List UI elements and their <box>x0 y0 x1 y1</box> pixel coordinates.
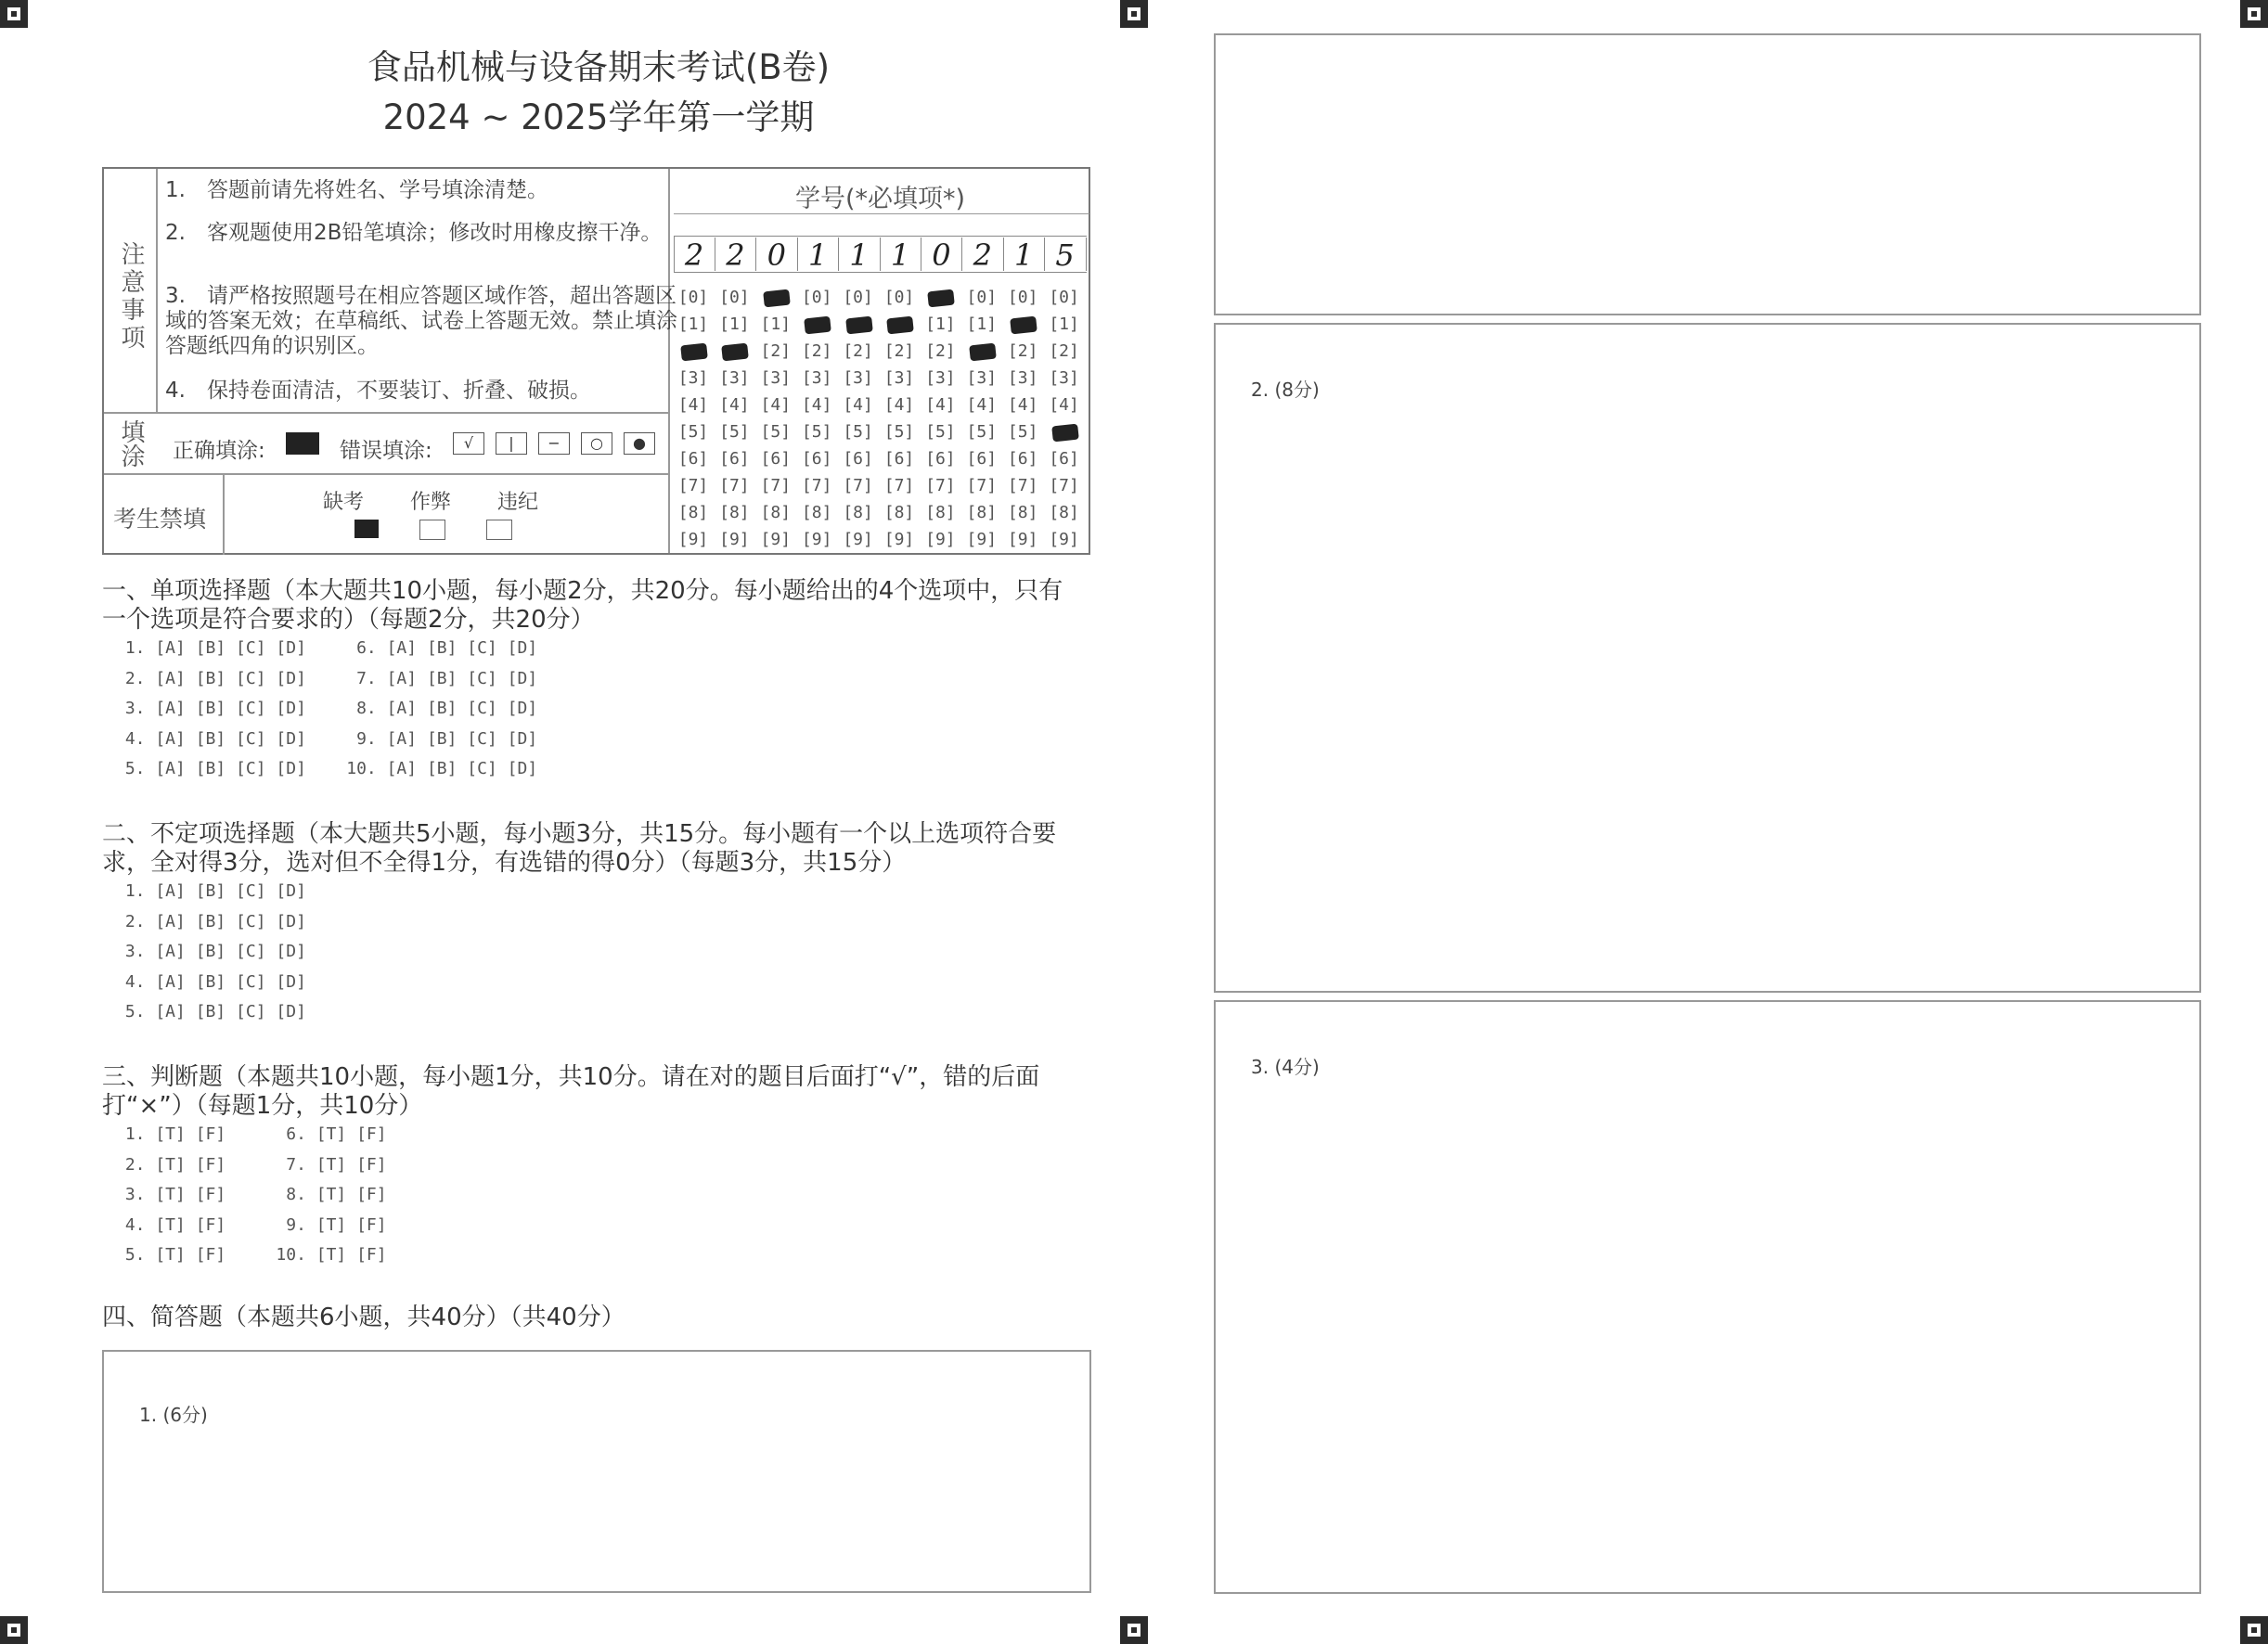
section2-question-row[interactable]: 3. [A] [B] [C] [D] <box>115 942 306 961</box>
note-3: 3. 请严格按照题号在相应答题区域作答，超出答题区域的答案无效；在草稿纸、试卷上答题无效。禁止填涂答题纸四角的识别区。 <box>165 284 677 358</box>
section1-question-row[interactable]: 4. [A] [B] [C] [D] 9. [A] [B] [C] [D] <box>115 728 538 749</box>
student-id-bubble[interactable]: [5] <box>1007 422 1038 442</box>
corner-mark-top-left <box>0 0 28 28</box>
student-id-bubble[interactable]: [5] <box>760 422 792 442</box>
student-id-bubble[interactable]: [3] <box>677 368 709 388</box>
section3-heading: 三、判断题（本题共10小题，每小题1分，共10分。请在对的题目后面打“√”，错的后面打“×”）（每题1分，共10分） <box>102 1063 1040 1120</box>
student-id-digit-6: 1 <box>880 238 921 271</box>
student-id-bubble[interactable]: [0] <box>843 288 873 307</box>
student-id-bubble[interactable]: [8] <box>801 503 832 522</box>
student-id-bubble[interactable]: [3] <box>1007 368 1038 388</box>
answer-box-q3[interactable] <box>1214 1000 2201 1594</box>
section3-question-row[interactable]: 2. [T] [F] 7. [T] [F] <box>115 1154 387 1175</box>
student-id-bubble[interactable]: [2] <box>883 341 915 361</box>
student-id-bubble[interactable]: [1] <box>966 315 998 334</box>
student-id-bubble[interactable]: [6] <box>760 449 792 469</box>
discipline-checkbox[interactable] <box>486 520 512 540</box>
note-2: 2. 客观题使用2B铅笔填涂；修改时用橡皮擦干净。 <box>165 221 663 245</box>
student-id-bubble[interactable] <box>756 286 795 310</box>
section2-question-row[interactable]: 4. [A] [B] [C] [D] <box>115 971 306 992</box>
student-id-bubble[interactable]: [8] <box>719 503 750 522</box>
student-id-bubble[interactable]: [1] <box>677 315 709 334</box>
student-id-bubble[interactable]: [7] <box>801 476 832 495</box>
student-id-bubble[interactable]: [4] <box>719 395 750 415</box>
student-id-bubble[interactable]: [7] <box>966 476 998 495</box>
student-id-bubble[interactable]: [0] <box>966 288 998 307</box>
absent-label: 缺考 <box>323 491 365 514</box>
student-id-bubble[interactable]: [3] <box>1049 368 1079 388</box>
notes-label: 注意事项 <box>117 241 145 353</box>
student-id-bubble[interactable]: [5] <box>925 422 956 442</box>
question-3-label: 3. (4分) <box>1251 1056 1320 1078</box>
student-id-bubble[interactable]: [7] <box>677 476 709 495</box>
student-id-bubble[interactable]: [6] <box>719 449 750 469</box>
wrong-mark-bar: | <box>496 432 527 455</box>
student-id-digit-1: 2 <box>674 238 715 271</box>
wrong-fill-label: 错误填涂: <box>340 439 432 463</box>
student-id-divider <box>674 213 1089 214</box>
student-id-bubble[interactable]: [9] <box>760 530 792 549</box>
section2-question-row[interactable]: 1. [A] [B] [C] [D] <box>115 881 306 901</box>
student-id-bubble[interactable]: [9] <box>801 530 832 549</box>
student-id-bubble[interactable]: [9] <box>1049 530 1079 549</box>
student-id-bubble[interactable]: [3] <box>925 368 956 388</box>
section2-question-row[interactable]: 5. [A] [B] [C] [D] <box>115 1002 306 1021</box>
section3-question-row[interactable]: 3. [T] [F] 8. [T] [F] <box>115 1185 387 1204</box>
student-id-bubble[interactable]: [8] <box>966 503 998 522</box>
student-id-bubble[interactable]: [8] <box>677 503 709 522</box>
student-id-bubble[interactable]: [2] <box>801 341 832 361</box>
student-id-bubble[interactable]: [4] <box>1049 395 1079 415</box>
student-id-bubble[interactable]: [7] <box>760 476 792 495</box>
student-id-bubble[interactable]: [0] <box>883 288 915 307</box>
student-id-bubble[interactable]: [3] <box>966 368 998 388</box>
student-id-digit-10: 5 <box>1045 238 1087 271</box>
wrong-mark-circle: ○ <box>581 432 612 455</box>
student-id-bubble[interactable]: [7] <box>925 476 956 495</box>
student-id-bubble[interactable]: [8] <box>1007 503 1038 522</box>
student-id-bubble[interactable]: [8] <box>843 503 873 522</box>
student-id-bubble[interactable] <box>674 340 713 364</box>
student-id-bubble[interactable]: [2] <box>925 341 956 361</box>
student-id-bubble[interactable] <box>839 313 878 337</box>
student-id-bubble[interactable]: [4] <box>760 395 792 415</box>
discipline-label: 违纪 <box>497 491 539 514</box>
cheating-checkbox[interactable] <box>419 520 445 540</box>
student-id-bubble[interactable] <box>715 340 754 364</box>
answer-box-q2[interactable] <box>1214 323 2201 993</box>
student-id-bubble[interactable]: [2] <box>843 341 873 361</box>
student-id-bubble[interactable]: [2] <box>760 341 792 361</box>
student-id-bubble[interactable]: [9] <box>966 530 998 549</box>
student-id-bubble[interactable]: [9] <box>883 530 915 549</box>
cheating-label: 作弊 <box>410 491 452 514</box>
student-id-title: 学号(*必填项*) <box>794 185 966 213</box>
student-id-bubble[interactable]: [4] <box>883 395 915 415</box>
header-table <box>102 167 1090 555</box>
student-id-digit-8: 2 <box>962 238 1004 271</box>
wrong-mark-dot: ● <box>624 432 655 455</box>
section1-question-row[interactable]: 5. [A] [B] [C] [D] 10. [A] [B] [C] [D] <box>115 759 538 778</box>
student-id-bubble[interactable]: [3] <box>801 368 832 388</box>
note-1: 1. 答题前请先将姓名、学号填涂清楚。 <box>165 178 548 202</box>
student-id-bubble[interactable]: [8] <box>760 503 792 522</box>
student-id-bubble[interactable]: [3] <box>760 368 792 388</box>
student-id-bubble[interactable]: [5] <box>677 422 709 442</box>
student-id-bubble[interactable]: [8] <box>883 503 915 522</box>
student-id-digit-3: 0 <box>756 238 798 271</box>
student-id-bubble[interactable]: [7] <box>843 476 873 495</box>
student-id-bubble[interactable]: [9] <box>925 530 956 549</box>
student-id-bubble[interactable] <box>1045 420 1084 444</box>
student-id-bubble[interactable]: [5] <box>801 422 832 442</box>
student-id-bubble[interactable]: [5] <box>719 422 750 442</box>
note-4: 4. 保持卷面清洁，不要装订、折叠、破损。 <box>165 379 591 403</box>
exam-only-label: 考生禁填 <box>113 506 207 533</box>
section3-question-row[interactable]: 1. [T] [F] 6. [T] [F] <box>115 1124 387 1144</box>
student-id-bubble[interactable]: [8] <box>925 503 956 522</box>
student-id-bubble[interactable] <box>921 286 960 310</box>
question-1-label: 1. (6分) <box>139 1404 208 1426</box>
student-id-bubble[interactable]: [5] <box>966 422 998 442</box>
correct-fill-example <box>286 432 319 455</box>
student-id-digit-2: 2 <box>715 238 756 271</box>
student-id-bubble[interactable]: [4] <box>925 395 956 415</box>
section1-question-row[interactable]: 3. [A] [B] [C] [D] 8. [A] [B] [C] [D] <box>115 699 538 718</box>
student-id-bubble[interactable]: [6] <box>801 449 832 469</box>
student-id-bubble[interactable]: [6] <box>677 449 709 469</box>
section1-heading: 一、单项选择题（本大题共10小题，每小题2分，共20分。每小题给出的4个选项中，只有一个选项是符合要求的）（每题2分，共20分） <box>102 577 1063 634</box>
section4-heading: 四、简答题（本题共6小题，共40分）（共40分） <box>102 1304 625 1331</box>
student-id-bubble[interactable]: [4] <box>843 395 873 415</box>
section1-question-row[interactable]: 2. [A] [B] [C] [D] 7. [A] [B] [C] [D] <box>115 668 538 688</box>
student-id-bubble[interactable]: [9] <box>719 530 750 549</box>
student-id-bubble[interactable]: [6] <box>966 449 998 469</box>
absent-checkbox[interactable] <box>354 520 379 538</box>
student-id-bubble[interactable]: [6] <box>1049 449 1079 469</box>
fill-label: 填涂 <box>117 419 145 468</box>
student-id-bubble[interactable]: [3] <box>719 368 750 388</box>
student-id-bubble[interactable]: [1] <box>719 315 750 334</box>
corner-mark-top-right <box>2240 0 2268 28</box>
student-id-bubble[interactable]: [4] <box>677 395 709 415</box>
student-id-bubble[interactable] <box>1003 313 1042 337</box>
student-id-bubble[interactable]: [9] <box>1007 530 1038 549</box>
student-id-bubble[interactable]: [6] <box>883 449 915 469</box>
student-id-bubble[interactable]: [5] <box>883 422 915 442</box>
exam-term: 2024 ~ 2025学年第一学期 <box>382 97 815 137</box>
wrong-mark-dash: − <box>538 432 570 455</box>
student-id-bubble[interactable]: [0] <box>1049 288 1079 307</box>
student-id-bubble[interactable]: [0] <box>719 288 750 307</box>
student-id-bubble[interactable]: [7] <box>1049 476 1079 495</box>
student-id-bubble[interactable]: [8] <box>1049 503 1079 522</box>
student-id-bubble[interactable]: [0] <box>677 288 709 307</box>
section2-heading: 二、不定项选择题（本大题共5小题，每小题3分，共15分。每小题有一个以上选项符合要求，全对得3分，选对但不全得1分，有选错的得0分）（每题3分，共15分） <box>102 820 1057 877</box>
exam-title: 食品机械与设备期末考试(B卷) <box>367 47 831 87</box>
student-id-bubble[interactable]: [0] <box>801 288 832 307</box>
student-id-bubble[interactable]: [0] <box>1007 288 1038 307</box>
student-id-digit-9: 1 <box>1003 238 1045 271</box>
question-2-label: 2. (8分) <box>1251 379 1320 401</box>
student-id-bubble[interactable] <box>880 313 919 337</box>
student-id-bubble[interactable] <box>962 340 1001 364</box>
corner-mark-bottom-left <box>0 1616 28 1644</box>
student-id-digit-7: 0 <box>921 238 962 271</box>
student-id-bubble[interactable]: [7] <box>719 476 750 495</box>
correct-fill-label: 正确填涂: <box>173 439 265 463</box>
student-id-digit-4: 1 <box>797 238 839 271</box>
student-id-bubble[interactable]: [4] <box>801 395 832 415</box>
student-id-bubble[interactable]: [3] <box>843 368 873 388</box>
student-id-bubble[interactable]: [2] <box>1007 341 1038 361</box>
student-id-bubble[interactable]: [6] <box>843 449 873 469</box>
student-id-bubble[interactable]: [6] <box>1007 449 1038 469</box>
student-id-bubble[interactable]: [1] <box>925 315 956 334</box>
corner-mark-top-middle <box>1120 0 1148 28</box>
student-id-bubble[interactable]: [2] <box>1049 341 1079 361</box>
wrong-mark-check: √ <box>453 432 484 455</box>
student-id-bubble[interactable]: [3] <box>883 368 915 388</box>
corner-mark-bottom-right <box>2240 1616 2268 1644</box>
student-id-bubble[interactable]: [7] <box>883 476 915 495</box>
student-id-bubble[interactable]: [1] <box>760 315 792 334</box>
section3-question-row[interactable]: 4. [T] [F] 9. [T] [F] <box>115 1214 387 1235</box>
section1-question-row[interactable]: 1. [A] [B] [C] [D] 6. [A] [B] [C] [D] <box>115 638 538 658</box>
student-id-bubble[interactable]: [5] <box>843 422 873 442</box>
student-id-bubble[interactable]: [4] <box>1007 395 1038 415</box>
student-id-bubble[interactable]: [9] <box>843 530 873 549</box>
student-id-digit-5: 1 <box>839 238 881 271</box>
student-id-bubble[interactable]: [6] <box>925 449 956 469</box>
section3-question-row[interactable]: 5. [T] [F] 10. [T] [F] <box>115 1245 387 1265</box>
student-id-bubble[interactable]: [1] <box>1049 315 1079 334</box>
student-id-bubble[interactable]: [9] <box>677 530 709 549</box>
student-id-bubble[interactable]: [7] <box>1007 476 1038 495</box>
section2-question-row[interactable]: 2. [A] [B] [C] [D] <box>115 911 306 931</box>
student-id-bubble[interactable]: [4] <box>966 395 998 415</box>
student-id-bubble[interactable] <box>797 313 836 337</box>
corner-mark-bottom-middle <box>1120 1616 1148 1644</box>
answer-box-continued[interactable] <box>1214 33 2201 315</box>
answer-box-q1[interactable] <box>102 1350 1091 1593</box>
